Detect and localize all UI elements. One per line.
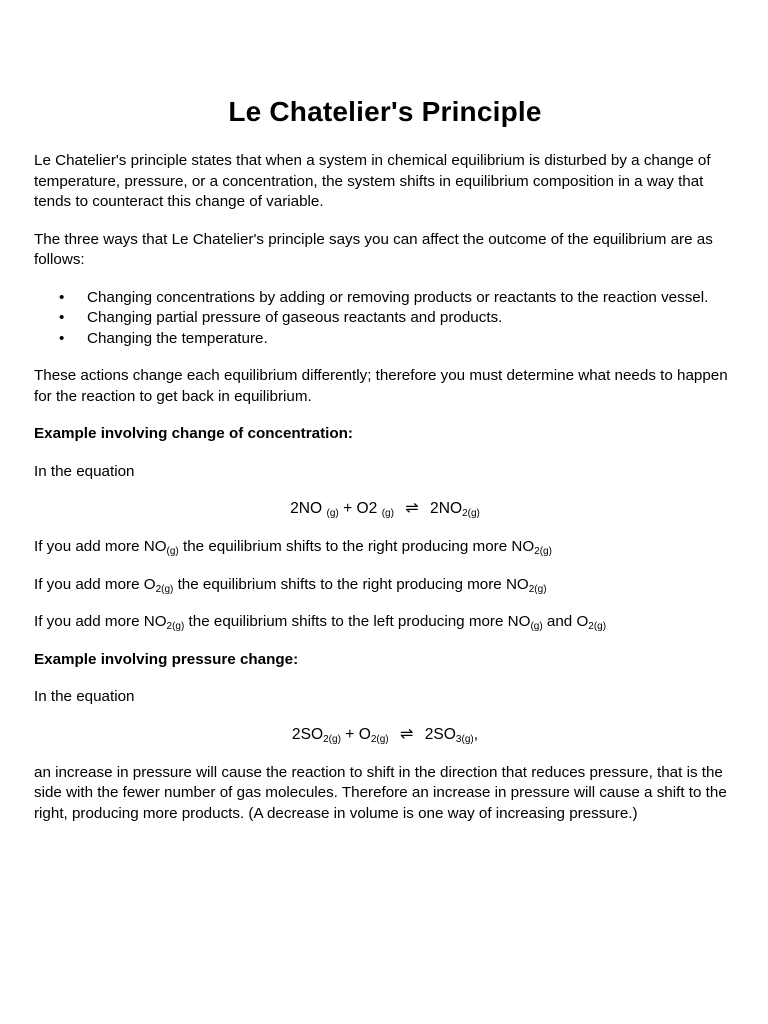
example2-equation: $2SO_{2(g)} + O_{2(g)}$ ⇌ $2SO_{3(g)}$, xyxy=(291,725,479,745)
example2-explanation: an increase in pressure will cause the reaction to shift in the direction that reduces pressure, that is the side with the fewer number of gas molecules. Therefore an increase in pressure will cause a shift to the right, producing more products. (A decrease in volume is one way of increasing pressure.) xyxy=(34,763,727,822)
example1-heading: Example involving change of concentration: xyxy=(34,425,353,442)
list-item: • Changing concentrations by adding or removing products or reactants to the reaction vessel. xyxy=(34,288,736,309)
equilibrium-arrow-icon: ⇌ xyxy=(399,725,414,743)
three-ways-paragraph: The three ways that Le Chatelier's principle says you can affect the outcome of the equilibrium are as follows: xyxy=(34,230,713,268)
ways-list xyxy=(34,288,736,350)
bullet-icon: • xyxy=(59,309,65,326)
example1-lead: In the equation xyxy=(34,462,135,480)
example1-line1: If you add more $NO_{(g)}$ the equilibrium shifts to the right producing more $NO_{2(g)}$ xyxy=(34,538,552,557)
example2-lead: In the equation xyxy=(34,688,135,705)
actions-paragraph: These actions change each equilibrium differently; therefore you must determine what needs to happen for the reaction to get back in equilibrium. xyxy=(34,367,728,405)
equilibrium-arrow-icon: ⇌ xyxy=(405,500,419,517)
example2-heading: Example involving pressure change: xyxy=(34,650,299,668)
intro-paragraph: Le Chatelier's principle states that when a system in chemical equilibrium is disturbed by a change of temperature, pressure, or a concentration, the system shifts in equilibrium composition in a way that tends to counteract this change of variable. xyxy=(34,152,711,210)
bullet-icon: • xyxy=(59,288,65,306)
list-item: • Changing partial pressure of gaseous reactants and products. xyxy=(34,308,736,329)
example1-line3: If you add more $NO_{2(g)}$ the equilibrium shifts to the left producing more $NO_{(g)}$ and $O_{2(g)}$ xyxy=(34,613,607,632)
list-item: • Changing the temperature. xyxy=(34,329,736,350)
document-page xyxy=(34,95,736,841)
example1-equation: 2NO $_{(g)}$ + O2 $_{(g)}$ ⇌ $2NO_{2(g)}$ xyxy=(290,500,480,519)
page-title: Le Chatelier's Principle xyxy=(228,96,542,127)
bullet-icon: • xyxy=(59,329,65,347)
example1-line2: If you add more $O_{2(g)}$ the equilibrium shifts to the right producing more $NO_{2(g)}$ xyxy=(34,575,547,595)
